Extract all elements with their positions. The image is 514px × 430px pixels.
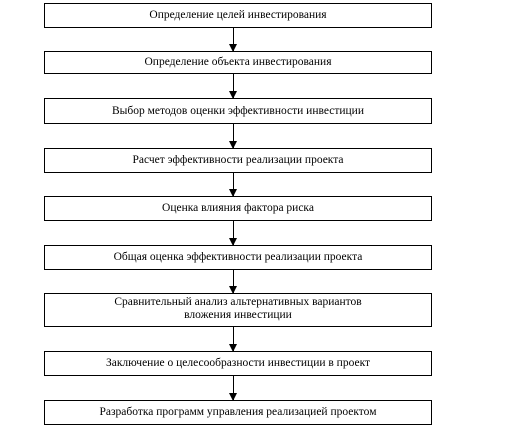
step-6-label: Общая оценка эффективности реализации проекта — [113, 251, 363, 263]
step-8-label: Заключение о целесообразности инвестиции в проект — [105, 357, 371, 369]
step-3-label: Выбор методов оценки эффективности инвестиции — [112, 104, 364, 117]
step-2-box — [44, 51, 432, 74]
step-7-label: Сравнительный анализ альтернативных вариантов вложения инвестиции — [114, 296, 362, 321]
step-6-box — [44, 245, 432, 270]
arrow-3-to-4 — [233, 124, 234, 148]
step-4-box — [44, 148, 432, 173]
step-4-label: Расчет эффективности реализации проекта — [132, 154, 344, 166]
arrow-2-to-3 — [233, 74, 234, 98]
step-9-box — [44, 400, 432, 425]
step-3-box — [44, 98, 432, 124]
step-7-box — [44, 293, 432, 327]
step-5-box — [44, 196, 432, 221]
step-5-label: Оценка влияния фактора риска — [162, 202, 314, 214]
arrow-4-to-5 — [233, 173, 234, 196]
arrow-5-to-6 — [233, 221, 234, 245]
step-8-box — [44, 351, 432, 376]
step-1-label: Определение целей инвестирования — [149, 9, 327, 21]
arrow-1-to-2 — [233, 28, 234, 51]
step-9-label: Разработка программ управления реализацией проектом — [99, 406, 377, 418]
step-1-box — [44, 3, 432, 28]
arrow-6-to-7 — [233, 270, 234, 293]
arrow-7-to-8 — [233, 327, 234, 351]
step-2-label: Определение объекта инвестирования — [144, 56, 332, 68]
arrow-8-to-9 — [233, 376, 234, 400]
